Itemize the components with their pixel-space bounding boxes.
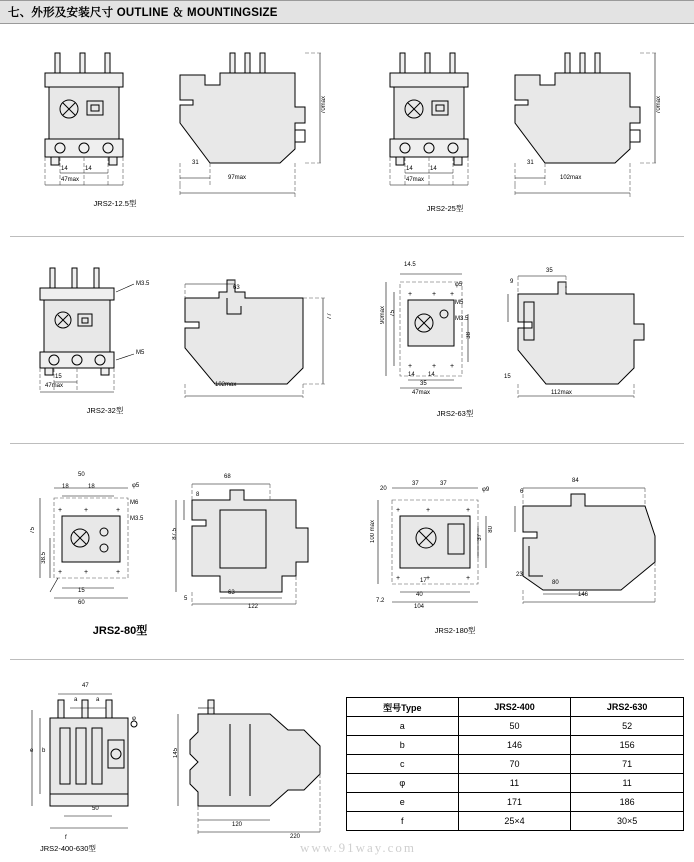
table-row (347, 736, 684, 755)
dim-jrs2-125-31: 31 (192, 160, 199, 166)
jrs2-400-630-side-view (170, 694, 340, 844)
dim-jrs2-180-37c: 37 (477, 534, 483, 541)
table-cell-630: 71 (571, 755, 684, 774)
svg-text:+: + (466, 507, 471, 514)
table-cell-400: 25×4 (458, 812, 571, 831)
dim-jrs2-63-35b: 35 (546, 268, 553, 274)
jrs2-180-side-view (505, 466, 675, 616)
dimension-table (346, 697, 684, 831)
svg-text:+: + (450, 363, 455, 370)
dim-jrs2-180-104: 104 (414, 604, 425, 610)
dim-jrs2-63-15: 15 (504, 374, 511, 380)
svg-text:+: + (84, 569, 89, 576)
caption-jrs2-25: JRS2-25型 (426, 204, 464, 213)
dim-jrs2-180-80b: 80 (552, 580, 559, 586)
dim-jrs2-63-9: 9 (510, 279, 514, 285)
dim-jrs2-63-47max: 47max (412, 390, 431, 396)
dim-jrs2-80-122: 122 (248, 604, 259, 610)
jrs2-125-side-view (175, 45, 350, 195)
dim-jrs2-63-phi5: φ5 (455, 282, 463, 288)
dim-jrs2-80-18b: 18 (88, 484, 95, 490)
dim-jrs2-80-875: 87.5 (172, 528, 178, 540)
jrs2-125-front-view (35, 45, 175, 195)
svg-text:+: + (426, 575, 431, 582)
dim-jrs2-125-14a: 14 (61, 166, 68, 172)
dim-jrs2-63-90max: 90max (380, 306, 386, 325)
dim-jrs2-25-70max: 70max (656, 96, 662, 115)
section-divider-2 (10, 443, 684, 444)
dim-jrs2-32-15: 15 (55, 374, 62, 380)
svg-text:+: + (466, 575, 471, 582)
dim-jrs2-80-68: 68 (224, 474, 231, 480)
table-cell-630: 52 (571, 717, 684, 736)
dim-jrs2-63-145: 14.5 (404, 262, 416, 268)
dim-jrs2-80-60: 60 (78, 600, 85, 606)
dim-400630-220: 220 (290, 834, 301, 840)
dim-jrs2-80-phi5: φ5 (132, 483, 140, 489)
dim-400630-f: f (65, 835, 67, 841)
dim-jrs2-63-35: 35 (420, 381, 427, 387)
section-divider-3 (10, 659, 684, 660)
dim-jrs2-25-31: 31 (527, 160, 534, 166)
table-row (347, 812, 684, 831)
dim-jrs2-125-47max: 47max (61, 177, 80, 183)
jrs2-25-front-view (380, 45, 520, 195)
table-cell-label: a (347, 717, 459, 736)
dim-jrs2-180-72: 7.2 (376, 598, 385, 604)
dim-jrs2-32-102max: 102max (215, 382, 237, 388)
dim-jrs2-125-70max: 70max (321, 96, 327, 115)
svg-text:+: + (396, 575, 401, 582)
svg-text:+: + (408, 291, 413, 298)
caption-jrs2-180: JRS2-180型 (434, 626, 476, 635)
table-header-type: 型号Type (347, 698, 459, 717)
dim-jrs2-80-5: 5 (184, 596, 188, 602)
dim-jrs2-180-40: 40 (416, 592, 423, 598)
caption-jrs2-32: JRS2-32型 (86, 406, 124, 415)
dim-jrs2-125-14b: 14 (85, 166, 92, 172)
watermark: www.91way.com (300, 840, 417, 855)
dim-jrs2-80-385: 38.5 (41, 552, 47, 564)
svg-text:+: + (432, 291, 437, 298)
svg-text:+: + (450, 291, 455, 298)
dim-jrs2-63-38: 38 (466, 332, 472, 339)
jrs2-63-mounting-view (372, 262, 502, 402)
jrs2-25-side-view (510, 45, 685, 195)
dim-400630-47: 47 (82, 683, 89, 689)
svg-text:+: + (396, 507, 401, 514)
dim-jrs2-63-112max: 112max (551, 390, 572, 396)
table-cell-630: 11 (571, 774, 684, 793)
table-cell-label: c (347, 755, 459, 774)
dim-jrs2-80-50: 50 (78, 472, 85, 478)
dim-jrs2-32-77: 77 (327, 313, 333, 320)
svg-text:+: + (116, 507, 121, 514)
dim-jrs2-80-18a: 18 (62, 484, 69, 490)
table-cell-label: b (347, 736, 459, 755)
dim-jrs2-180-84: 84 (572, 478, 579, 484)
table-cell-400: 50 (458, 717, 571, 736)
jrs2-32-side-view (175, 262, 355, 402)
dim-jrs2-180-6: 6 (520, 489, 524, 495)
dim-jrs2-125-97max: 97max (228, 175, 247, 181)
table-cell-label: f (347, 812, 459, 831)
jrs2-63-side-view (500, 262, 680, 402)
section-divider-1 (10, 236, 684, 237)
svg-text:+: + (58, 507, 63, 514)
jrs2-400-630-front-view (30, 690, 180, 850)
dim-jrs2-180-phi9: φ9 (482, 487, 490, 493)
caption-jrs2-400-630: JRS2-400-630型 (40, 844, 96, 853)
dim-jrs2-25-14b: 14 (430, 166, 437, 172)
dim-jrs2-80-8: 8 (196, 492, 200, 498)
dim-jrs2-32-m5: M5 (136, 350, 145, 356)
table-row (347, 793, 684, 812)
dim-jrs2-180-37a: 37 (412, 481, 419, 487)
table-row (347, 755, 684, 774)
dim-jrs2-180-146: 146 (578, 592, 589, 598)
table-cell-label: φ (347, 774, 459, 793)
dim-jrs2-180-17: 17 (420, 578, 427, 584)
dim-jrs2-80-m6: M6 (130, 500, 139, 506)
dim-jrs2-180-100max: 100 max (370, 520, 376, 544)
dim-jrs2-80-15: 15 (78, 588, 85, 594)
dim-jrs2-63-75: 75 (390, 310, 396, 317)
dim-400630-e: e (30, 748, 34, 754)
dim-400630-a2: a (96, 697, 100, 703)
jrs2-80-side-view (170, 466, 340, 616)
table-row (347, 717, 684, 736)
table-header-jrs2-400: JRS2-400 (458, 698, 571, 717)
table-cell-630: 30×5 (571, 812, 684, 831)
svg-text:+: + (58, 569, 63, 576)
svg-text:+: + (408, 363, 413, 370)
caption-jrs2-80: JRS2-80型 (92, 625, 148, 637)
dim-400630-a1: a (74, 697, 78, 703)
dim-jrs2-180-37b: 37 (440, 481, 447, 487)
dim-jrs2-180-23: 23 (516, 572, 523, 578)
dim-jrs2-63-m5: M5 (455, 300, 464, 306)
caption-jrs2-63: JRS2-63型 (436, 409, 474, 418)
dim-jrs2-25-14a: 14 (406, 166, 413, 172)
dim-400630-120: 120 (232, 822, 243, 828)
dim-jrs2-32-47max: 47max (45, 383, 64, 389)
page-title: 七、外形及安装尺寸 OUTLINE ＆ MOUNTINGSIZE (8, 7, 278, 19)
svg-text:+: + (432, 363, 437, 370)
dim-jrs2-80-63: 63 (228, 590, 235, 596)
dim-jrs2-32-63: 63 (233, 285, 240, 291)
dim-400630-145: 145 (173, 748, 179, 759)
table-cell-label: e (347, 793, 459, 812)
table-row (347, 774, 684, 793)
svg-text:+: + (426, 507, 431, 514)
table-cell-630: 186 (571, 793, 684, 812)
dim-400630-50: 50 (92, 806, 99, 812)
table-header-jrs2-630: JRS2-630 (571, 698, 684, 717)
dim-jrs2-63-14a: 14 (408, 372, 415, 378)
table-cell-400: 70 (458, 755, 571, 774)
dim-jrs2-63-14b: 14 (428, 372, 435, 378)
caption-jrs2-125: JRS2-12.5型 (93, 199, 137, 208)
dim-jrs2-25-102max: 102max (560, 175, 582, 181)
dim-jrs2-63-m35: M3.5 (455, 316, 469, 322)
dim-jrs2-80-m35: M3.5 (130, 516, 144, 522)
dim-400630-b: b (42, 748, 46, 754)
table-cell-400: 146 (458, 736, 571, 755)
table-cell-400: 11 (458, 774, 571, 793)
dim-400630-phi: φ (132, 716, 136, 722)
svg-text:+: + (116, 569, 121, 576)
dim-jrs2-180-20: 20 (380, 486, 387, 492)
dim-jrs2-25-47max: 47max (406, 177, 425, 183)
jrs2-80-mounting-view (28, 466, 168, 616)
table-cell-630: 156 (571, 736, 684, 755)
dim-jrs2-80-75: 75 (30, 527, 36, 534)
table-cell-400: 171 (458, 793, 571, 812)
dim-jrs2-180-80: 80 (488, 526, 494, 533)
dim-jrs2-32-m35: M3.5 (136, 281, 150, 287)
page-header (0, 0, 694, 24)
table-header-row (347, 698, 684, 717)
svg-text:+: + (84, 507, 89, 514)
